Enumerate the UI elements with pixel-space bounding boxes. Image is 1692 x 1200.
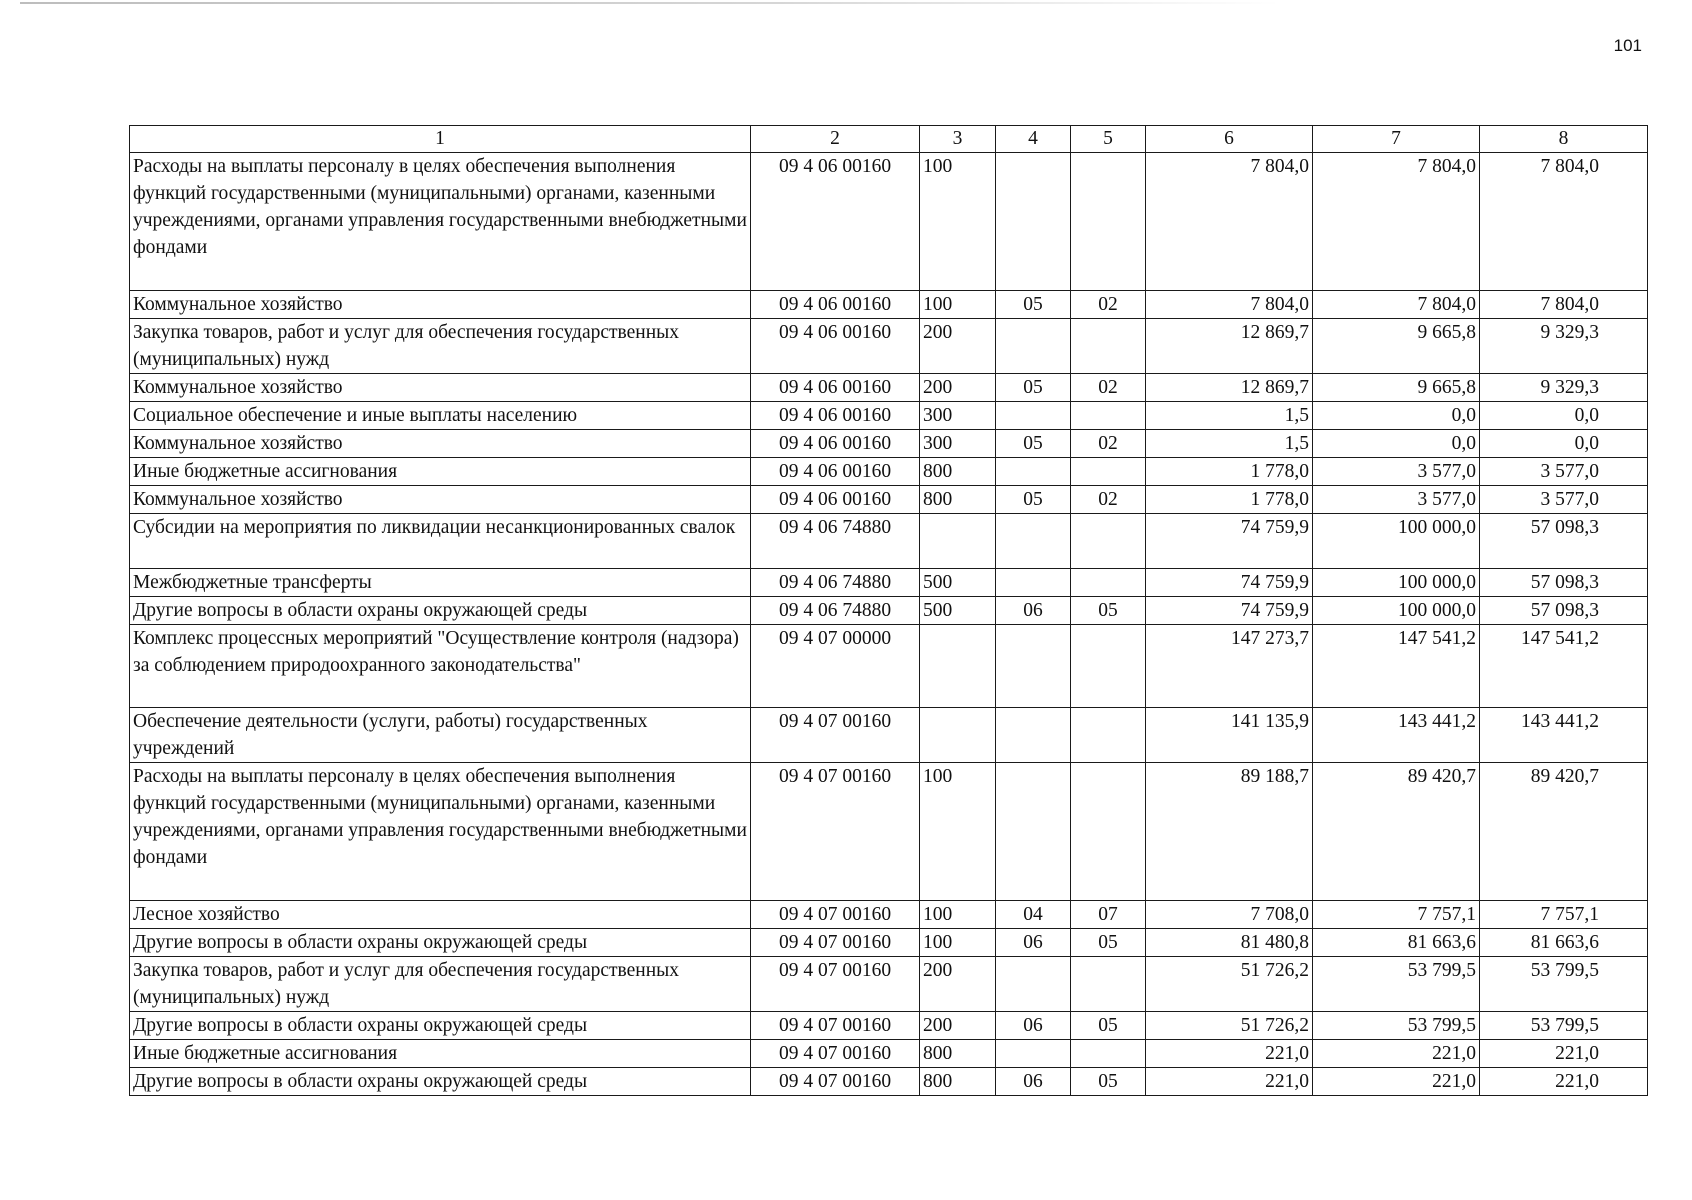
table-row (130, 458, 1648, 486)
row-value-8-cell: 89 420,7 (1480, 763, 1648, 901)
row-subsection-cell (1071, 402, 1146, 430)
table-row (130, 514, 1648, 569)
table-row (130, 153, 1648, 291)
row-expense-type-cell: 800 (920, 486, 996, 514)
table-header (130, 126, 1648, 153)
row-code-cell: 09 4 06 00160 (751, 486, 920, 514)
row-code-cell: 09 4 07 00160 (751, 929, 920, 957)
row-section-cell (996, 514, 1071, 569)
row-code-cell: 09 4 07 00160 (751, 901, 920, 929)
row-value-6-cell: 12 869,7 (1146, 374, 1313, 402)
row-value-8-cell: 7 804,0 (1480, 291, 1648, 319)
row-subsection-cell (1071, 569, 1146, 597)
row-name-cell: Иные бюджетные ассигнования (130, 458, 751, 486)
row-subsection-cell (1071, 153, 1146, 291)
row-section-cell: 06 (996, 1012, 1071, 1040)
row-name-cell: Коммунальное хозяйство (130, 374, 751, 402)
row-expense-type-cell (920, 708, 996, 763)
row-value-6-cell: 7 708,0 (1146, 901, 1313, 929)
row-value-8-cell: 0,0 (1480, 402, 1648, 430)
row-subsection-cell (1071, 957, 1146, 1012)
row-section-cell: 06 (996, 597, 1071, 625)
row-subsection-cell (1071, 708, 1146, 763)
header-row (130, 126, 1648, 153)
row-code-cell: 09 4 06 00160 (751, 402, 920, 430)
row-value-8-cell: 9 329,3 (1480, 374, 1648, 402)
row-subsection-cell (1071, 319, 1146, 374)
row-subsection-cell: 07 (1071, 901, 1146, 929)
row-code-cell: 09 4 06 00160 (751, 291, 920, 319)
row-name-cell: Другие вопросы в области охраны окружающей среды (130, 1012, 751, 1040)
row-value-7-cell: 221,0 (1313, 1040, 1480, 1068)
row-code-cell: 09 4 07 00160 (751, 957, 920, 1012)
row-value-6-cell: 74 759,9 (1146, 597, 1313, 625)
header-cell-5: 5 (1071, 126, 1146, 153)
row-value-8-cell: 143 441,2 (1480, 708, 1648, 763)
row-name-cell: Закупка товаров, работ и услуг для обеспечения государственных (муниципальных) нужд (130, 957, 751, 1012)
row-value-6-cell: 7 804,0 (1146, 153, 1313, 291)
row-value-6-cell: 147 273,7 (1146, 625, 1313, 708)
row-value-8-cell: 57 098,3 (1480, 597, 1648, 625)
row-value-8-cell: 9 329,3 (1480, 319, 1648, 374)
row-value-6-cell: 89 188,7 (1146, 763, 1313, 901)
row-code-cell: 09 4 07 00000 (751, 625, 920, 708)
row-value-8-cell: 53 799,5 (1480, 1012, 1648, 1040)
table-row (130, 625, 1648, 708)
row-subsection-cell (1071, 763, 1146, 901)
row-name-cell: Другие вопросы в области охраны окружающей среды (130, 597, 751, 625)
row-value-6-cell: 141 135,9 (1146, 708, 1313, 763)
row-value-8-cell: 57 098,3 (1480, 569, 1648, 597)
row-name-cell: Другие вопросы в области охраны окружающей среды (130, 1068, 751, 1096)
row-expense-type-cell: 100 (920, 153, 996, 291)
row-value-8-cell: 7 757,1 (1480, 901, 1648, 929)
row-subsection-cell: 05 (1071, 597, 1146, 625)
table-row (130, 1012, 1648, 1040)
budget-table (129, 125, 1648, 1096)
row-name-cell: Обеспечение деятельности (услуги, работы) государственных учреждений (130, 708, 751, 763)
row-subsection-cell (1071, 514, 1146, 569)
table-row (130, 597, 1648, 625)
row-code-cell: 09 4 06 00160 (751, 458, 920, 486)
row-expense-type-cell: 100 (920, 291, 996, 319)
row-value-6-cell: 51 726,2 (1146, 957, 1313, 1012)
header-cell-4: 4 (996, 126, 1071, 153)
row-subsection-cell: 05 (1071, 929, 1146, 957)
row-subsection-cell: 05 (1071, 1012, 1146, 1040)
table-row (130, 901, 1648, 929)
row-section-cell (996, 763, 1071, 901)
header-cell-8: 8 (1480, 126, 1648, 153)
row-name-cell: Межбюджетные трансферты (130, 569, 751, 597)
row-expense-type-cell: 800 (920, 1068, 996, 1096)
row-value-7-cell: 100 000,0 (1313, 597, 1480, 625)
row-section-cell (996, 1040, 1071, 1068)
row-code-cell: 09 4 06 00160 (751, 319, 920, 374)
table-row (130, 708, 1648, 763)
row-value-6-cell: 51 726,2 (1146, 1012, 1313, 1040)
row-value-7-cell: 0,0 (1313, 402, 1480, 430)
row-name-cell: Другие вопросы в области охраны окружающей среды (130, 929, 751, 957)
row-section-cell: 05 (996, 430, 1071, 458)
row-value-7-cell: 100 000,0 (1313, 514, 1480, 569)
row-value-7-cell: 3 577,0 (1313, 458, 1480, 486)
row-section-cell (996, 625, 1071, 708)
row-value-7-cell: 89 420,7 (1313, 763, 1480, 901)
table-row (130, 319, 1648, 374)
header-cell-2: 2 (751, 126, 920, 153)
row-code-cell: 09 4 07 00160 (751, 763, 920, 901)
row-expense-type-cell: 200 (920, 1012, 996, 1040)
row-value-6-cell: 74 759,9 (1146, 514, 1313, 569)
row-expense-type-cell: 300 (920, 430, 996, 458)
row-value-6-cell: 221,0 (1146, 1068, 1313, 1096)
row-code-cell: 09 4 07 00160 (751, 1068, 920, 1096)
row-name-cell: Лесное хозяйство (130, 901, 751, 929)
table-row (130, 1040, 1648, 1068)
row-code-cell: 09 4 06 74880 (751, 514, 920, 569)
table-body (130, 153, 1648, 1096)
row-value-7-cell: 143 441,2 (1313, 708, 1480, 763)
header-cell-3: 3 (920, 126, 996, 153)
row-value-8-cell: 3 577,0 (1480, 458, 1648, 486)
row-value-8-cell: 221,0 (1480, 1068, 1648, 1096)
table-row (130, 430, 1648, 458)
row-section-cell (996, 708, 1071, 763)
row-section-cell: 06 (996, 929, 1071, 957)
row-name-cell: Закупка товаров, работ и услуг для обеспечения государственных (муниципальных) нужд (130, 319, 751, 374)
table-row (130, 929, 1648, 957)
row-expense-type-cell: 300 (920, 402, 996, 430)
row-value-6-cell: 81 480,8 (1146, 929, 1313, 957)
row-value-8-cell: 53 799,5 (1480, 957, 1648, 1012)
page-number: 101 (1613, 36, 1642, 55)
row-value-7-cell: 147 541,2 (1313, 625, 1480, 708)
row-section-cell: 06 (996, 1068, 1071, 1096)
row-value-7-cell: 9 665,8 (1313, 374, 1480, 402)
row-section-cell (996, 153, 1071, 291)
row-subsection-cell: 02 (1071, 486, 1146, 514)
header-cell-6: 6 (1146, 126, 1313, 153)
row-code-cell: 09 4 07 00160 (751, 1012, 920, 1040)
row-value-7-cell: 7 804,0 (1313, 153, 1480, 291)
row-expense-type-cell: 100 (920, 929, 996, 957)
row-name-cell: Социальное обеспечение и иные выплаты населению (130, 402, 751, 430)
row-value-7-cell: 7 804,0 (1313, 291, 1480, 319)
row-section-cell: 05 (996, 291, 1071, 319)
row-name-cell: Коммунальное хозяйство (130, 430, 751, 458)
row-expense-type-cell: 500 (920, 569, 996, 597)
row-section-cell (996, 957, 1071, 1012)
row-subsection-cell (1071, 1040, 1146, 1068)
table-row (130, 291, 1648, 319)
row-value-7-cell: 53 799,5 (1313, 957, 1480, 1012)
row-subsection-cell (1071, 458, 1146, 486)
row-value-6-cell: 7 804,0 (1146, 291, 1313, 319)
row-name-cell: Расходы на выплаты персоналу в целях обеспечения выполнения функций государственными (муниципальными) органами, казенными учреждениями, органами управления государственными внебюджетными фондами (130, 153, 751, 291)
row-expense-type-cell (920, 514, 996, 569)
row-code-cell: 09 4 06 00160 (751, 374, 920, 402)
row-value-8-cell: 147 541,2 (1480, 625, 1648, 708)
row-value-8-cell: 0,0 (1480, 430, 1648, 458)
row-value-8-cell: 3 577,0 (1480, 486, 1648, 514)
table-row (130, 763, 1648, 901)
table-row (130, 402, 1648, 430)
row-expense-type-cell: 800 (920, 1040, 996, 1068)
row-name-cell: Иные бюджетные ассигнования (130, 1040, 751, 1068)
row-section-cell (996, 458, 1071, 486)
row-value-6-cell: 1,5 (1146, 402, 1313, 430)
row-subsection-cell: 05 (1071, 1068, 1146, 1096)
row-value-8-cell: 57 098,3 (1480, 514, 1648, 569)
row-subsection-cell (1071, 625, 1146, 708)
row-value-8-cell: 7 804,0 (1480, 153, 1648, 291)
row-section-cell (996, 319, 1071, 374)
header-cell-7: 7 (1313, 126, 1480, 153)
row-value-7-cell: 221,0 (1313, 1068, 1480, 1096)
row-value-6-cell: 221,0 (1146, 1040, 1313, 1068)
row-expense-type-cell: 500 (920, 597, 996, 625)
row-code-cell: 09 4 06 00160 (751, 153, 920, 291)
row-name-cell: Расходы на выплаты персоналу в целях обеспечения выполнения функций государственными (муниципальными) органами, казенными учреждениями, органами управления государственными внебюджетными фондами (130, 763, 751, 901)
row-value-7-cell: 9 665,8 (1313, 319, 1480, 374)
row-value-7-cell: 3 577,0 (1313, 486, 1480, 514)
row-value-7-cell: 7 757,1 (1313, 901, 1480, 929)
row-expense-type-cell: 800 (920, 458, 996, 486)
row-value-8-cell: 81 663,6 (1480, 929, 1648, 957)
row-section-cell (996, 402, 1071, 430)
row-name-cell: Комплекс процессных мероприятий "Осуществление контроля (надзора) за соблюдением природоохранного законодательства" (130, 625, 751, 708)
row-section-cell: 05 (996, 486, 1071, 514)
row-subsection-cell: 02 (1071, 291, 1146, 319)
row-code-cell: 09 4 06 74880 (751, 569, 920, 597)
row-value-6-cell: 1 778,0 (1146, 486, 1313, 514)
row-section-cell: 04 (996, 901, 1071, 929)
row-name-cell: Коммунальное хозяйство (130, 291, 751, 319)
row-code-cell: 09 4 06 74880 (751, 597, 920, 625)
row-expense-type-cell (920, 625, 996, 708)
row-code-cell: 09 4 07 00160 (751, 708, 920, 763)
table-row (130, 957, 1648, 1012)
row-code-cell: 09 4 06 00160 (751, 430, 920, 458)
row-expense-type-cell: 200 (920, 957, 996, 1012)
row-code-cell: 09 4 07 00160 (751, 1040, 920, 1068)
row-expense-type-cell: 200 (920, 374, 996, 402)
row-value-7-cell: 100 000,0 (1313, 569, 1480, 597)
table-row (130, 569, 1648, 597)
row-name-cell: Коммунальное хозяйство (130, 486, 751, 514)
row-subsection-cell: 02 (1071, 374, 1146, 402)
table-row (130, 1068, 1648, 1096)
row-value-6-cell: 1 778,0 (1146, 458, 1313, 486)
row-value-8-cell: 221,0 (1480, 1040, 1648, 1068)
row-value-6-cell: 12 869,7 (1146, 319, 1313, 374)
row-expense-type-cell: 200 (920, 319, 996, 374)
row-value-7-cell: 81 663,6 (1313, 929, 1480, 957)
row-name-cell: Субсидии на мероприятия по ликвидации несанкционированных свалок (130, 514, 751, 569)
row-value-6-cell: 1,5 (1146, 430, 1313, 458)
row-value-6-cell: 74 759,9 (1146, 569, 1313, 597)
row-subsection-cell: 02 (1071, 430, 1146, 458)
row-value-7-cell: 0,0 (1313, 430, 1480, 458)
scan-edge-line (20, 2, 1280, 4)
row-section-cell (996, 569, 1071, 597)
row-section-cell: 05 (996, 374, 1071, 402)
row-expense-type-cell: 100 (920, 763, 996, 901)
header-cell-1: 1 (130, 126, 751, 153)
table-row (130, 486, 1648, 514)
table-row (130, 374, 1648, 402)
row-expense-type-cell: 100 (920, 901, 996, 929)
row-value-7-cell: 53 799,5 (1313, 1012, 1480, 1040)
